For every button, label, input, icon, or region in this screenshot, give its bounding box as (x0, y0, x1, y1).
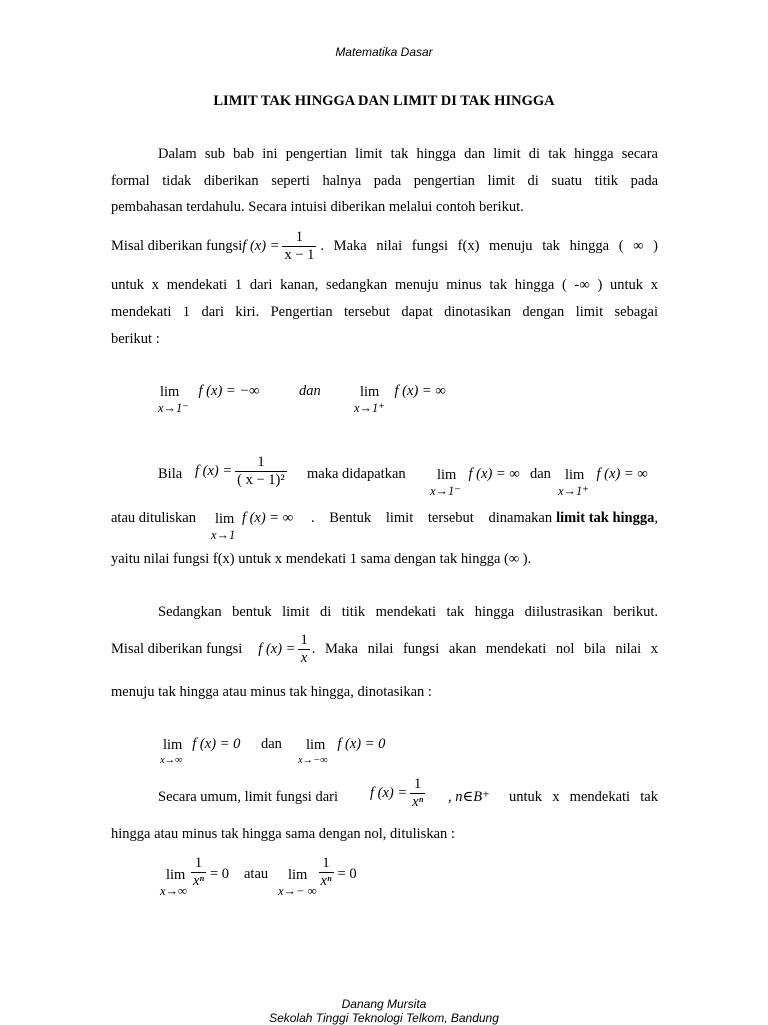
eq2-lim2-expr: f (x) = 0 (337, 736, 386, 752)
eq3-first (160, 855, 229, 900)
para3-lim1-expr: f (x) = ∞ (468, 466, 520, 482)
page-title: LIMIT TAK HINGGA DAN LIMIT DI TAK HINGGA (213, 93, 555, 109)
para3-lim1-sub: x→1⁻ (430, 484, 461, 499)
eq1-left-lim-sub: x→1⁻ (158, 401, 189, 416)
eq3-lim1-sub: x→∞ (160, 884, 187, 899)
para1-line1: Dalam sub bab ini pengertian limit tak hingga dan limit di tak hingga secara (158, 146, 658, 162)
eq2-lim1-block (160, 736, 183, 767)
para3-line2-term (556, 510, 658, 527)
para5-line2: hingga atau minus tak hingga sama dengan nol, dituliskan : (111, 826, 455, 842)
eq1-right-lim-word: lim (360, 384, 380, 400)
para2-line4: berikut : (111, 331, 160, 347)
para4-func-lhs: f (x) = (258, 640, 296, 657)
eq1-left-expr: f (x) = −∞ (198, 383, 260, 399)
eq3-conj: atau (244, 866, 269, 882)
para2-after: . Maka nilai fungsi f(x) menuju tak hingga ( ∞ ) (320, 237, 658, 254)
para3-lim2-word: lim (565, 467, 585, 483)
eq3-lim2-word: lim (288, 867, 308, 883)
eq3-frac1-num: 1 (194, 855, 203, 871)
para3-lim3-word: lim (215, 511, 235, 527)
para2-function (242, 229, 316, 263)
para3-lim2-block (558, 466, 589, 500)
para4-function (258, 632, 309, 666)
para4-frac-den: x (298, 649, 309, 667)
para4-line3: menuju tak hingga atau minus tak hingga, dinotasikan : (111, 684, 432, 700)
para4-lead: Misal diberikan fungsi (111, 640, 243, 657)
para5-function (370, 776, 425, 810)
para5-frac-den: xⁿ (412, 793, 424, 810)
para3-fraction (235, 454, 287, 488)
para3-lim1-block (430, 466, 461, 500)
para3-lim2 (558, 466, 648, 500)
footer-institution: Sekolah Tinggi Teknologi Telkom, Bandung (269, 1011, 499, 1025)
para5-after: untuk x mendekati tak (509, 789, 658, 805)
para5-frac-num: 1 (414, 776, 422, 792)
para4-line2 (111, 632, 658, 666)
eq2-lim1-expr: f (x) = 0 (192, 736, 241, 752)
eq2-lim2 (298, 736, 385, 767)
para3-function (195, 454, 287, 488)
eq1-conj (299, 383, 321, 400)
para3-line3: yaitu nilai fungsi f(x) untuk x mendekati 1 sama dengan tak hingga (∞ ). (111, 551, 532, 567)
para1-line3: pembahasan terdahulu. Secara intuisi diberikan melalui contoh berikut. (111, 199, 524, 215)
eq3-frac2-den: xⁿ (320, 872, 332, 889)
eq2-lim2-word: lim (306, 737, 326, 753)
para2-frac-den: x − 1 (284, 246, 315, 263)
eq1-conj-text: dan (299, 383, 321, 399)
eq3-frac2-num: 1 (322, 855, 330, 871)
para4-fraction (298, 632, 309, 666)
para3-line2-mid: . Bentuk limit tersebut dinamakan (311, 510, 553, 526)
eq3-lim1-word: lim (166, 867, 186, 883)
eq1-left-lim-word: lim (160, 384, 180, 400)
eq3-frac2 (319, 855, 334, 889)
para3-lead: Bila (158, 466, 183, 482)
para3-lim3 (211, 510, 294, 544)
para3-lim3-block (211, 510, 236, 544)
para3-lim1 (430, 466, 520, 500)
eq3-rhs2: = 0 (337, 866, 357, 882)
eq3-lim2-sub: x→− ∞ (278, 884, 317, 899)
para3-line2-rest (311, 510, 658, 527)
para5-cond (448, 789, 490, 806)
eq2-conj: dan (261, 736, 282, 752)
eq1-right (354, 383, 446, 417)
para2-frac-num: 1 (295, 229, 304, 245)
footer-author: Danang Mursita (341, 997, 427, 1011)
eq1-right-expr: f (x) = ∞ (394, 383, 446, 399)
para4-frac-num: 1 (300, 632, 308, 648)
para2-func-lhs: f (x) = (242, 237, 280, 254)
para3-func-lhs: f (x) = (195, 462, 233, 479)
para4-line1: Sedangkan bentuk limit di titik mendekati tak hingga diilustrasikan berikut. (158, 604, 658, 620)
para1-line2: formal tidak diberikan seperti halnya pada pengertian limit di suatu titik pada (111, 173, 658, 189)
eq2-lim2-block (298, 736, 328, 767)
para5-fraction (410, 776, 425, 810)
eq3-frac1-den: xⁿ (192, 872, 204, 889)
eq1-left (160, 383, 259, 417)
eq3-second (278, 855, 357, 900)
para2-line1 (111, 229, 658, 263)
para3-lim2-expr: f (x) = ∞ (596, 466, 648, 482)
eq2-lim1 (160, 736, 240, 767)
para3-frac-den: ( x − 1)² (237, 471, 285, 488)
running-header: Matematika Dasar (335, 45, 433, 59)
para5-cond-text: , n∈B⁺ (448, 789, 490, 805)
para3-lim3-sub: x→1 (211, 528, 236, 543)
para3-line2-lead: atau dituliskan (111, 510, 196, 526)
eq3-frac1 (191, 855, 206, 889)
para3-lim1-word: lim (437, 467, 457, 483)
eq3-lim1-block (160, 866, 187, 900)
eq3-lim2-block (278, 866, 317, 900)
para4-after: . Maka nilai fungsi akan mendekati nol bila nilai x (311, 640, 658, 657)
para3-term-comma: , (654, 510, 658, 526)
para5-func-lhs: f (x) = (370, 784, 408, 801)
eq2-lim2-sub: x→−∞ (298, 755, 328, 767)
para3-lim2-sub: x→1⁺ (558, 484, 589, 499)
eq2-lim1-word: lim (163, 737, 183, 753)
eq1-right-lim-sub: x→1⁺ (354, 401, 385, 416)
para3-middle: maka didapatkan (307, 466, 406, 482)
para3-frac-num: 1 (257, 454, 265, 470)
para2-line3: mendekati 1 dari kiri. Pengertian tersebut dapat dinotasikan dengan limit sebagai (111, 304, 658, 320)
para5-lead: Secara umum, limit fungsi dari (158, 789, 339, 805)
para2-lead: Misal diberikan fungsi (111, 237, 243, 254)
eq3-rhs1: = 0 (209, 866, 230, 882)
para3-lim3-expr: f (x) = ∞ (241, 510, 294, 526)
para2-fraction (282, 229, 316, 263)
eq1-right-lim (354, 383, 385, 417)
para3-term-bold: limit tak hingga (556, 510, 655, 526)
eq2-lim1-sub: x→∞ (160, 755, 183, 767)
para3-conj: dan (530, 466, 551, 482)
eq1-left-lim (160, 383, 189, 417)
para2-line2: untuk x mendekati 1 dari kanan, sedangkan menuju minus tak hingga ( -∞ ) untuk x (111, 277, 658, 293)
